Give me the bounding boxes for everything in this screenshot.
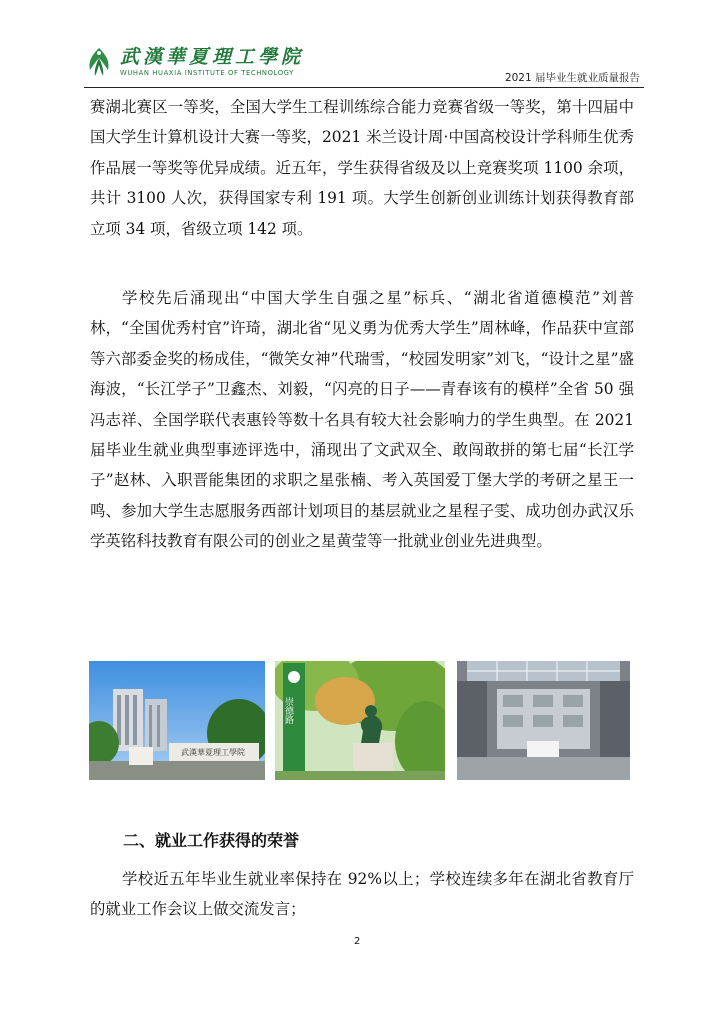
paragraph-student-models: 学校先后涌现出“中国大学生自强之星”标兵、“湖北省道德模范”刘普林，“全国优秀村官”许琦，湖北省“见义勇为优秀大学生”周林峰，作品获中宣部等六部委金奖的杨成佳，“微笑女神”代瑞雪，“校园发明家”刘飞，“设计之星”盛海波，“长江学子”卫鑫杰、刘毅，“闪亮的日子——青春该有的模样”全省 50 强冯志祥、全国学联代表惠铃等数十名具有较大社会影响力的学生典型。在 2021 届毕业生就业典型事迹评选中，涌现出了文武双全、敢闯敢拼的第七届“长江学子”赵林、入职晋能集团的求职之星张楠、考入英国爱丁堡大学的考研之星王一鸣、参加大学生志愿服务西部计划项目的基层就业之星程子雯、成功创办武汉乐学英铭科技教育有限公司的创业之星黄莹等一批就业创业先进典型。 [90, 289, 634, 551]
gate-sign-text: 武漢華夏理工學院 [181, 748, 245, 757]
report-title: 2021 届毕业生就业质量报告 [504, 72, 640, 84]
school-name-chinese: 武漢華夏理工學院 [120, 46, 305, 68]
paragraph-awards: 赛湖北赛区一等奖，全国大学生工程训练综合能力竞赛省级一等奖，第十四届中国大学生计算机设计大赛一等奖，2021 米兰设计周·中国高校设计学科师生优秀作品展一等奖等优异成绩。近五年，学生获得省级及以上竞赛奖项 1100 余项，共计 3100 人次，获得国家专利 191 项。大学生创新创业训练计划获得教育部立项 34 项，省级立项 142 项。 [90, 98, 634, 238]
page-header [84, 46, 644, 90]
page-number: 2 [354, 936, 361, 947]
paragraph-employment-rate: 学校近五年毕业生就业率保持在 92%以上；学校连续多年在湖北省教育厅的就业工作会议上做交流发言； [90, 870, 634, 919]
statue-garden-photo [275, 661, 445, 780]
header-divider [84, 87, 644, 88]
campus-photo-strip [89, 661, 630, 781]
school-name-english: WUHAN HUAXIA INSTITUTE OF TECHNOLOGY [120, 69, 294, 77]
school-logo [84, 46, 304, 78]
school-emblem-icon [84, 46, 114, 78]
campus-gate-photo [89, 661, 265, 780]
sign-post-text: 崇德路 [283, 697, 293, 724]
atrium-building-photo [457, 661, 630, 780]
section-heading-honors: 二、就业工作获得的荣誉 [123, 831, 300, 850]
